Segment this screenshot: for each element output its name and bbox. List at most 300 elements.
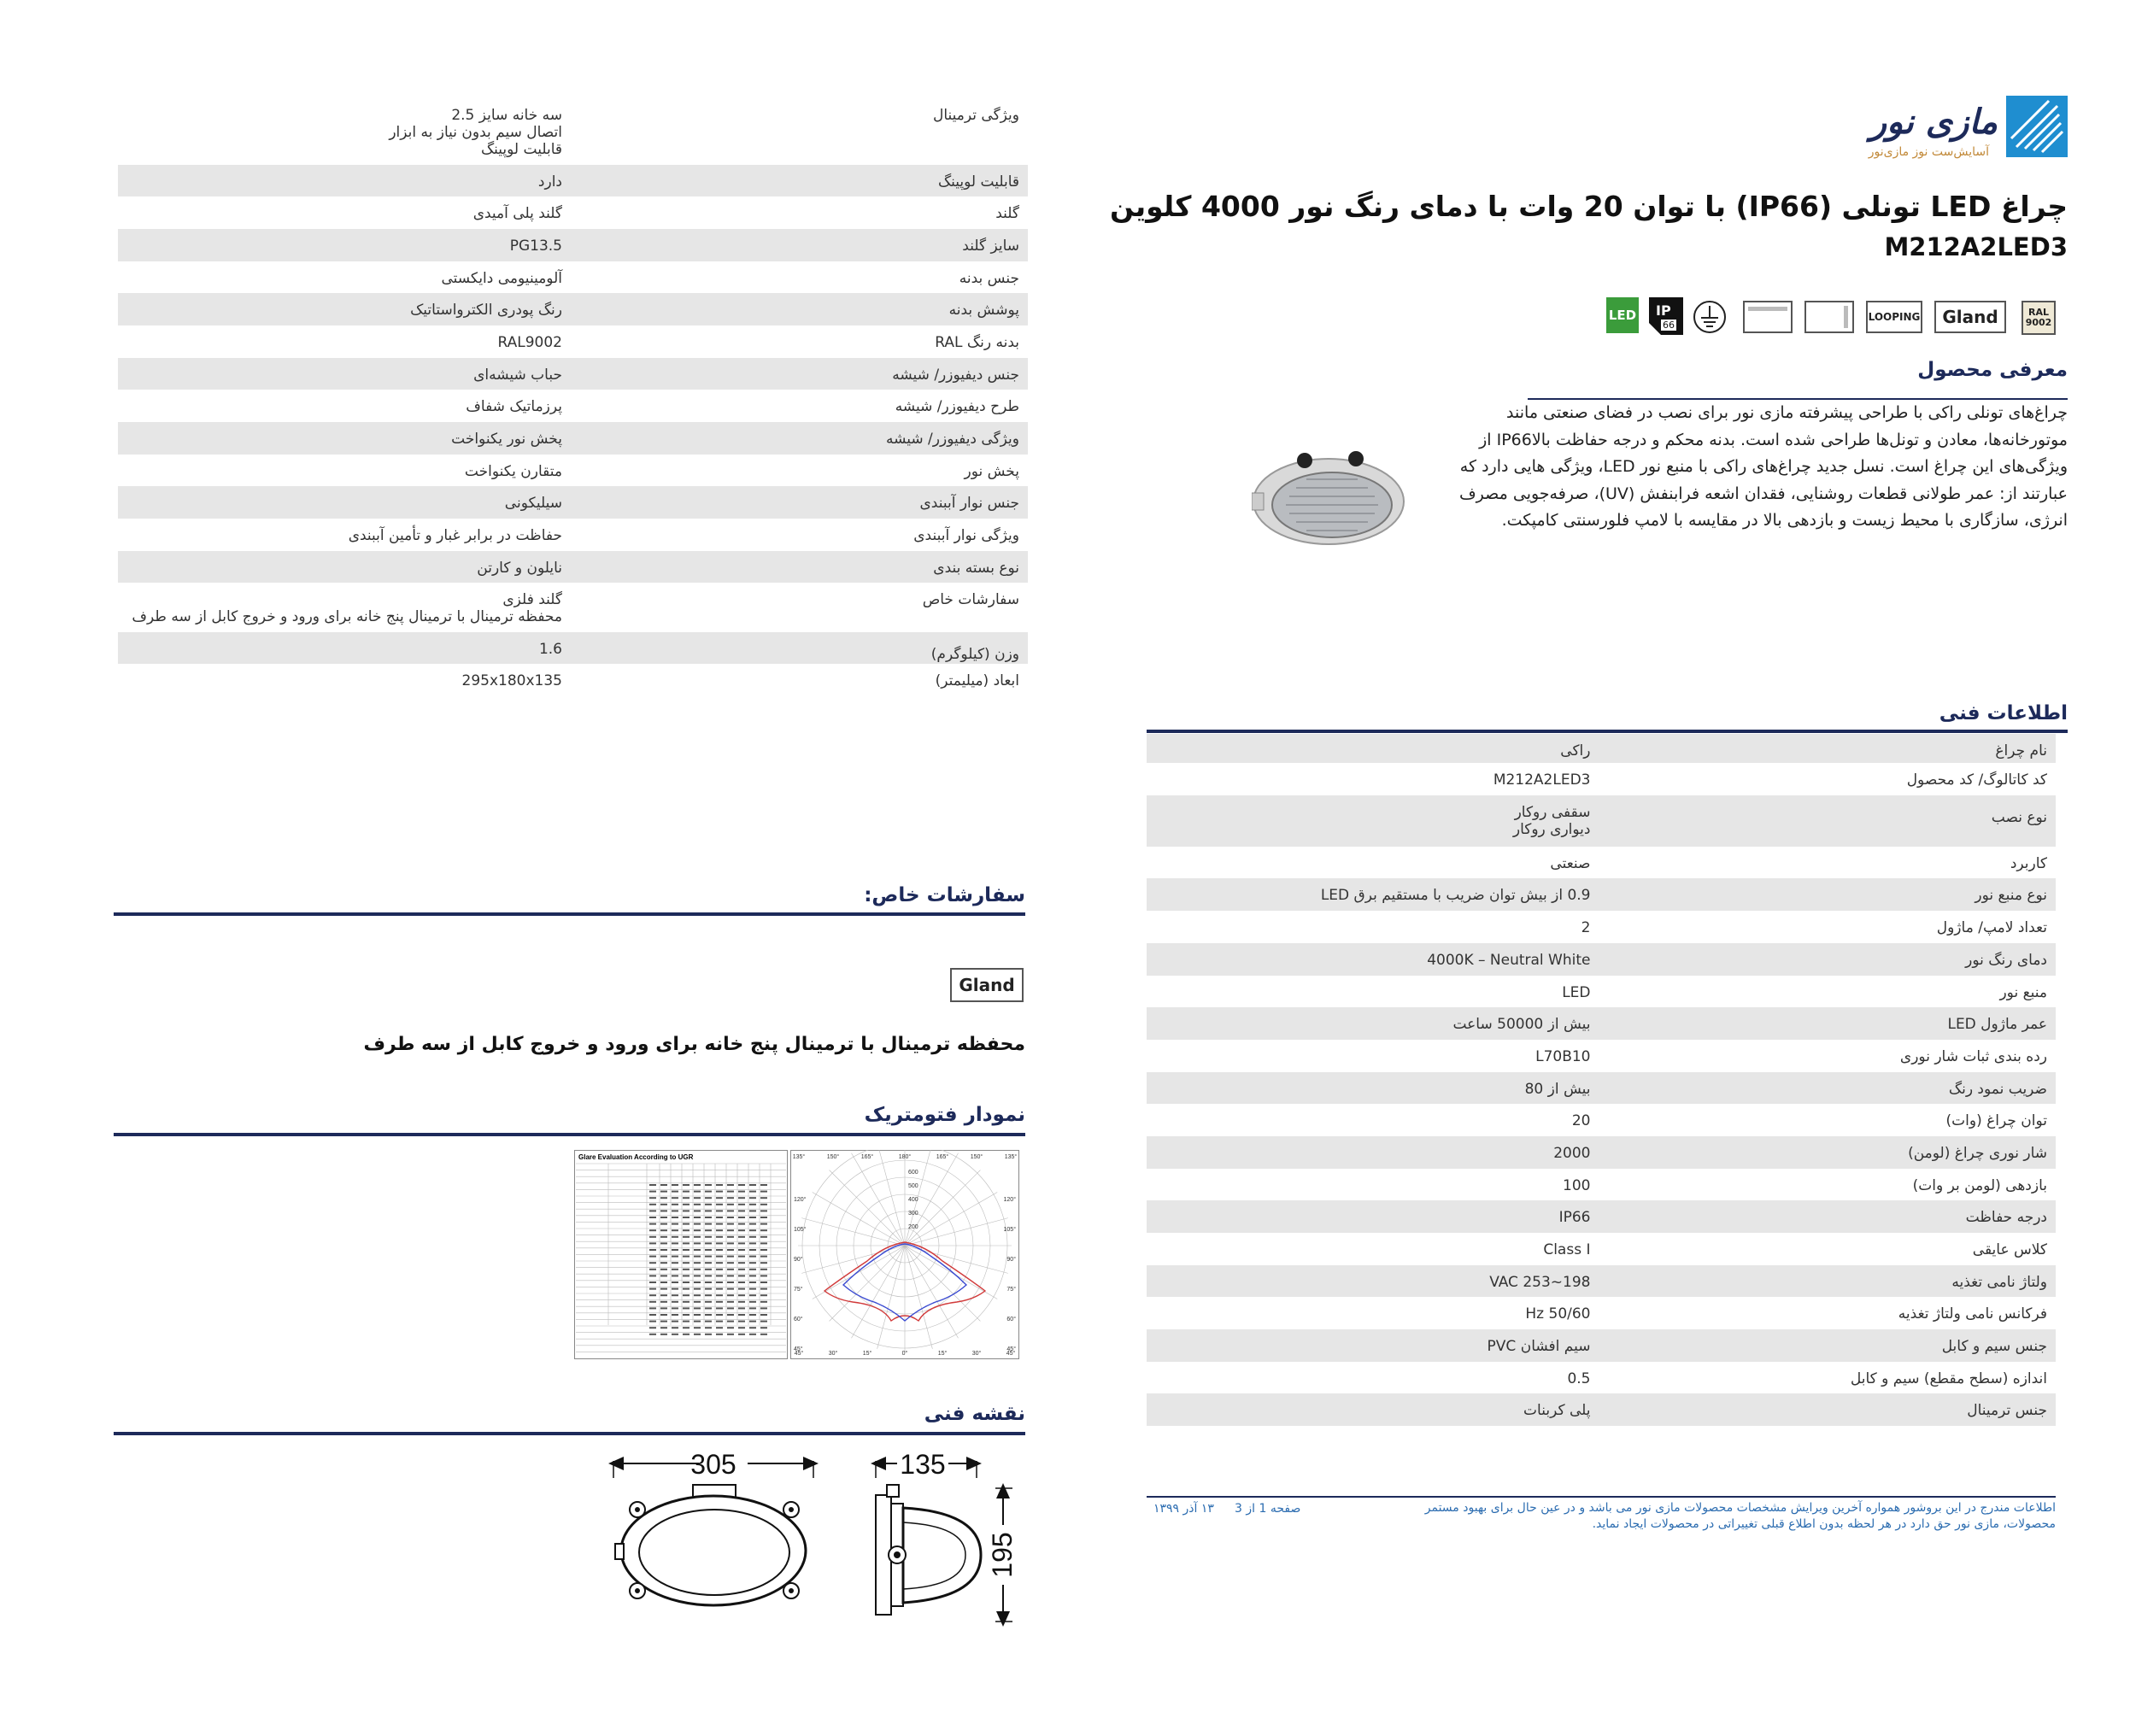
table-row (118, 519, 1028, 551)
product-photo (1252, 449, 1418, 547)
ugr-cell (760, 1236, 767, 1238)
polar-bottom-label: 30° (828, 1351, 838, 1357)
ugr-cell (683, 1321, 690, 1323)
footer-note (1425, 1500, 2056, 1533)
ugr-cell (672, 1269, 678, 1270)
table-row (118, 261, 1028, 293)
ugr-cell (694, 1197, 701, 1199)
ugr-cell (649, 1229, 656, 1231)
ugr-cell (738, 1334, 745, 1335)
ugr-cell (683, 1256, 690, 1258)
table-row (1147, 1200, 2056, 1233)
intro-heading: معرفی محصول (1917, 359, 2068, 381)
ugr-cell (694, 1204, 701, 1205)
ugr-cell (683, 1307, 690, 1309)
ugr-cell (749, 1249, 756, 1251)
ugr-cell (694, 1242, 701, 1244)
ground-symbol-icon (1692, 299, 1728, 335)
table-row (118, 326, 1028, 358)
row-label: عمر ماژول LED (1947, 1016, 2047, 1033)
row-value: صنعتی (1550, 855, 1591, 872)
ugr-cell (727, 1242, 734, 1244)
table-row (118, 98, 1028, 165)
row-label: پوشش بدنه (948, 302, 1019, 319)
ugr-cell (694, 1236, 701, 1238)
footer-note-line2: محصولات، مازی نور حق دارد در هر لحظه بدون اطلاع قبلی تغییراتی در محصولات ایجاد نماید. (1592, 1517, 2056, 1531)
ugr-cell (738, 1197, 745, 1199)
ugr-cell (683, 1275, 690, 1276)
ugr-cell (760, 1334, 767, 1335)
row-value: بیش از 80 (1524, 1081, 1591, 1098)
row-label: کلاس عایقی (1972, 1241, 2047, 1258)
ugr-cell (727, 1184, 734, 1186)
ugr-cell (727, 1262, 734, 1264)
polar-scale-label: 500 (908, 1183, 918, 1189)
ugr-cell (683, 1204, 690, 1205)
ugr-cell (660, 1262, 667, 1264)
polar-scale-label: 300 (908, 1211, 918, 1217)
ugr-cell (738, 1275, 745, 1276)
ugr-cell (727, 1314, 734, 1316)
looping-badge (1866, 301, 1922, 333)
ugr-cell (649, 1327, 656, 1328)
ugr-cell (749, 1327, 756, 1328)
ugr-cell (672, 1262, 678, 1264)
ugr-cell (760, 1197, 767, 1199)
ugr-cell (749, 1256, 756, 1258)
ugr-cell (716, 1301, 723, 1303)
ugr-cell (683, 1327, 690, 1328)
ugr-cell (694, 1210, 701, 1211)
row-label: اندازه (سطح مقطع) سیم و کابل (1850, 1370, 2047, 1387)
ugr-cell (716, 1249, 723, 1251)
ugr-cell (683, 1288, 690, 1290)
row-label: جنس سیم و کابل (1941, 1338, 2047, 1355)
ugr-cell (694, 1217, 701, 1218)
table-row (1147, 1393, 2056, 1426)
ugr-cell (683, 1197, 690, 1199)
table-row (118, 632, 1028, 664)
table-row (118, 229, 1028, 261)
ugr-cell (760, 1242, 767, 1244)
table-row (118, 664, 1028, 696)
row-value: پلی کربنات (1523, 1402, 1591, 1419)
drawing-heading: نقشه فنی (924, 1403, 1025, 1425)
ugr-cell (672, 1256, 678, 1258)
ugr-cell (672, 1281, 678, 1283)
polar-bottom-label: 15° (937, 1351, 948, 1357)
ugr-cell (683, 1217, 690, 1218)
tech-heading: اطلاعات فنی (1939, 702, 2068, 724)
ugr-cell (705, 1197, 712, 1199)
ugr-cell (716, 1242, 723, 1244)
ugr-cell (716, 1269, 723, 1270)
row-value: 2 (1581, 919, 1591, 936)
ugr-cell (672, 1275, 678, 1276)
table-row (118, 422, 1028, 455)
ugr-cell (683, 1334, 690, 1335)
table-row (1147, 763, 2056, 795)
polar-top-label: 150° (970, 1154, 983, 1160)
ugr-cell (738, 1204, 745, 1205)
ugr-cell (649, 1281, 656, 1283)
ugr-cell (727, 1307, 734, 1309)
row-label: جنس ترمینال (1967, 1402, 2047, 1419)
row-value: 198~253 VAC (1489, 1274, 1591, 1291)
photometric-rule (114, 1133, 1025, 1136)
ugr-cell (660, 1294, 667, 1296)
ugr-cell (649, 1314, 656, 1316)
table-row (118, 551, 1028, 583)
polar-top-label: 135° (792, 1154, 806, 1160)
ugr-cell (738, 1210, 745, 1211)
polar-right-label: 45° (1006, 1346, 1016, 1352)
ugr-cell (694, 1275, 701, 1276)
table-row (1147, 795, 2056, 847)
led-badge-icon (1606, 297, 1639, 333)
row-label: نوع منبع نور (1975, 887, 2047, 904)
ugr-cell (649, 1321, 656, 1323)
intro-line: انرژی، سازگاری با محیط زیست و بازدهی بالا در مقایسه با لامپ فلورسنتی کامپکت. (1501, 511, 2068, 530)
table-row (118, 455, 1028, 486)
ugr-cell (672, 1242, 678, 1244)
polar-top-label: 165° (936, 1154, 949, 1160)
ugr-cell (727, 1229, 734, 1231)
ugr-cell (694, 1301, 701, 1303)
ugr-cell (683, 1301, 690, 1303)
table-row (1147, 1265, 2056, 1297)
row-label: جنس دیفیوزر/ شیشه (892, 367, 1019, 384)
gland-badge (1934, 301, 2006, 333)
ugr-cell (738, 1294, 745, 1296)
page-number: صفحه 1 از 3 (1235, 1502, 1301, 1516)
product-code: M212A2LED3 (1884, 232, 2068, 261)
ugr-cell (660, 1210, 667, 1211)
row-label: ویژگی ترمینال (933, 107, 1019, 124)
ugr-cell (760, 1256, 767, 1258)
polar-scale-label: 200 (908, 1224, 918, 1230)
ugr-cell (705, 1307, 712, 1309)
ugr-cell (683, 1294, 690, 1296)
ugr-cell (672, 1294, 678, 1296)
row-label: ولتاژ نامی تغذیه (1951, 1274, 2047, 1291)
ugr-cell (716, 1229, 723, 1231)
ugr-cell (694, 1334, 701, 1335)
ugr-cell (705, 1301, 712, 1303)
ugr-cell (660, 1217, 667, 1218)
ugr-cell (738, 1256, 745, 1258)
ugr-cell (705, 1249, 712, 1251)
ugr-cell (705, 1327, 712, 1328)
polar-bottom-label: 30° (971, 1351, 982, 1357)
ugr-cell (672, 1229, 678, 1231)
drawing-rule (114, 1432, 1025, 1435)
ugr-cell (738, 1307, 745, 1309)
intro-line: چراغ‌های تونلی راکی با طراحی پیشرفته مازی نور برای نصب در فضای صنعتی مانند (1506, 403, 2068, 422)
table-row (1147, 1329, 2056, 1362)
table-row (1147, 1362, 2056, 1393)
ip-badge-num: 66 (1663, 320, 1675, 331)
ugr-cell (705, 1294, 712, 1296)
ugr-cell (683, 1229, 690, 1231)
dim-width: 305 (690, 1449, 736, 1480)
ip-badge-text: IP (1656, 302, 1671, 319)
row-label: دمای رنگ نور (1965, 952, 2047, 969)
ugr-cell (727, 1191, 734, 1193)
ugr-cell (760, 1275, 767, 1276)
ugr-cell (738, 1223, 745, 1225)
ugr-cell (660, 1236, 667, 1238)
ugr-cell (660, 1334, 667, 1335)
ugr-cell (649, 1256, 656, 1258)
row-label: جنس نوار آببندی (919, 495, 1019, 512)
surface-mount-ceiling-icon (1743, 301, 1793, 333)
ugr-cell (716, 1223, 723, 1225)
polar-bottom-label: 45° (1006, 1351, 1016, 1357)
dim-depth: 135 (900, 1449, 946, 1480)
table-row (1147, 1040, 2056, 1072)
row-value: گلند فلزی محفظه ترمینال با ترمینال پنج خانه برای ورود و خروج کابل از سه طرف (132, 591, 562, 625)
ugr-cell (760, 1314, 767, 1316)
ugr-cell (738, 1236, 745, 1238)
special-rule (114, 912, 1025, 916)
ugr-cell (660, 1327, 667, 1328)
ugr-cell (649, 1275, 656, 1276)
ugr-cell (660, 1249, 667, 1251)
row-label: وزن (کیلوگرم) (930, 646, 1019, 663)
ugr-cell (727, 1223, 734, 1225)
ugr-cell (716, 1288, 723, 1290)
row-value: 0.9 از بیش توان ضریب با مستقیم برق LED (1320, 887, 1591, 904)
ugr-cell (738, 1191, 745, 1193)
row-label: جنس بدنه (959, 270, 1019, 287)
ugr-cell (683, 1236, 690, 1238)
table-row (1147, 847, 2056, 878)
ugr-cell (705, 1204, 712, 1205)
ugr-cell (716, 1307, 723, 1309)
ugr-cell (727, 1204, 734, 1205)
row-label: گلند (995, 205, 1019, 222)
intro-text (1458, 400, 2068, 535)
ugr-cell (660, 1242, 667, 1244)
row-value: RAL9002 (497, 334, 562, 351)
technical-drawing (598, 1444, 1025, 1640)
ugr-cell (705, 1269, 712, 1270)
gland-option-label: Gland (959, 975, 1015, 995)
row-label: درجه حفاظت (1965, 1209, 2047, 1226)
ugr-cell (649, 1307, 656, 1309)
row-value: 20 (1571, 1112, 1591, 1129)
row-value: دارد (537, 173, 562, 191)
ugr-cell (694, 1307, 701, 1309)
ugr-cell (716, 1204, 723, 1205)
ugr-cell (705, 1191, 712, 1193)
ugr-cell (716, 1281, 723, 1283)
row-value: 4000K – Neutral White (1427, 952, 1591, 969)
ugr-cell (738, 1262, 745, 1264)
ugr-table (574, 1150, 788, 1359)
ugr-cell (694, 1327, 701, 1328)
row-value: نایلون و کارتن (477, 560, 562, 577)
ugr-cell (683, 1249, 690, 1251)
row-value: M212A2LED3 (1493, 771, 1591, 789)
row-label: نوع بسته بندی (933, 560, 1019, 577)
ugr-cell (716, 1184, 723, 1186)
ugr-cell (738, 1327, 745, 1328)
ugr-cell (649, 1191, 656, 1193)
ugr-cell (760, 1307, 767, 1309)
row-value: آلومینیومی دایکستی (441, 270, 562, 287)
ugr-cell (649, 1301, 656, 1303)
polar-left-label: 90° (794, 1257, 803, 1263)
polar-left-label: 75° (794, 1287, 803, 1293)
ugr-cell (683, 1191, 690, 1193)
ugr-cell (672, 1327, 678, 1328)
ugr-cell (705, 1242, 712, 1244)
row-label: شار نوری چراغ (لومن) (1908, 1145, 2047, 1162)
brand-logo (1820, 96, 2068, 164)
row-value: حفاظت در برابر غبار و تأمین آببندی (348, 527, 562, 544)
ugr-cell (660, 1197, 667, 1199)
ugr-cell (649, 1223, 656, 1225)
gland-option-badge (950, 968, 1024, 1002)
ugr-cell (760, 1281, 767, 1283)
ugr-cell (716, 1294, 723, 1296)
polar-scale-label: 600 (908, 1170, 918, 1176)
row-value: راکی (1560, 742, 1591, 760)
ugr-cell (672, 1314, 678, 1316)
ugr-cell (749, 1321, 756, 1323)
polar-bottom-label: 15° (862, 1351, 872, 1357)
ugr-cell (738, 1249, 745, 1251)
row-value: گلند پلی آمیدی (472, 205, 562, 222)
ugr-cell (727, 1334, 734, 1335)
ugr-cell (672, 1301, 678, 1303)
polar-diagram (790, 1150, 1019, 1359)
ugr-cell (749, 1269, 756, 1270)
ugr-cell (749, 1307, 756, 1309)
ugr-cell (749, 1210, 756, 1211)
ugr-cell (705, 1288, 712, 1290)
ugr-cell (660, 1269, 667, 1270)
ral-badge-line1: RAL (2028, 307, 2049, 318)
ugr-cell (749, 1275, 756, 1276)
ugr-cell (672, 1223, 678, 1225)
row-label: پخش نور (964, 463, 1019, 480)
ugr-cell (749, 1334, 756, 1335)
ugr-cell (738, 1314, 745, 1316)
row-label: ابعاد (میلیمتر) (935, 672, 1019, 689)
ugr-cell (660, 1191, 667, 1193)
polar-bottom-label: 45° (794, 1351, 804, 1357)
row-value: سقفی روکار دیواری روکار (1512, 804, 1591, 838)
polar-top-label: 135° (1004, 1154, 1018, 1160)
ugr-cell (716, 1191, 723, 1193)
ugr-cell (694, 1288, 701, 1290)
dim-height: 195 (987, 1532, 1018, 1578)
ugr-cell (738, 1184, 745, 1186)
row-value: 2000 (1553, 1145, 1591, 1162)
row-label: سفارشات خاص (922, 591, 1019, 608)
ral-badge (2022, 301, 2056, 335)
ugr-cell (727, 1210, 734, 1211)
ugr-cell (749, 1191, 756, 1193)
row-value: Class I (1543, 1241, 1591, 1258)
row-label: قابلیت لوپینگ (937, 173, 1019, 191)
ugr-cell (694, 1262, 701, 1264)
ugr-cell (749, 1288, 756, 1290)
row-value: L70B10 (1535, 1048, 1591, 1065)
row-label: فرکانس نامی ولتاژ تغذیه (1898, 1305, 2047, 1323)
row-value: 1.6 (538, 641, 562, 658)
ugr-cell (738, 1288, 745, 1290)
ugr-cell (749, 1229, 756, 1231)
material-spec-table (118, 98, 1028, 696)
ugr-cell (649, 1249, 656, 1251)
ugr-cell (749, 1223, 756, 1225)
table-row (1147, 943, 2056, 976)
ugr-cell (760, 1249, 767, 1251)
ugr-cell (749, 1262, 756, 1264)
ugr-cell (727, 1197, 734, 1199)
ugr-cell (749, 1242, 756, 1244)
ugr-cell (649, 1288, 656, 1290)
ugr-cell (694, 1269, 701, 1270)
ugr-cell (683, 1314, 690, 1316)
ugr-cell (683, 1223, 690, 1225)
ugr-cell (716, 1314, 723, 1316)
ugr-cell (760, 1294, 767, 1296)
ugr-cell (694, 1294, 701, 1296)
ugr-cell (705, 1334, 712, 1335)
ugr-cell (760, 1301, 767, 1303)
ugr-cell (649, 1184, 656, 1186)
ugr-cell (660, 1223, 667, 1225)
polar-scale-label: 400 (908, 1197, 918, 1203)
table-row (1147, 1169, 2056, 1200)
ugr-cell (760, 1204, 767, 1205)
row-label: تعداد لامپ/ ماژول (1936, 919, 2047, 936)
ugr-cell (660, 1307, 667, 1309)
ugr-cell (660, 1288, 667, 1290)
polar-right-label: 90° (1006, 1257, 1016, 1263)
ugr-cell (683, 1242, 690, 1244)
row-label: منبع نور (1999, 984, 2047, 1001)
table-row (1147, 911, 2056, 943)
row-value: 100 (1563, 1177, 1591, 1194)
row-label: رده بندی ثبات شار نوری (1899, 1048, 2047, 1065)
ugr-cell (705, 1275, 712, 1276)
ugr-cell (705, 1321, 712, 1323)
looping-badge-label: LOOPING (1868, 311, 1921, 323)
footer-rule (1147, 1496, 2056, 1498)
polar-right-label: 120° (1003, 1197, 1016, 1203)
ugr-cell (716, 1334, 723, 1335)
row-label: کاربرد (2010, 855, 2047, 872)
row-value: سیلیکونی (504, 495, 562, 512)
ugr-cell (672, 1191, 678, 1193)
ugr-cell (760, 1288, 767, 1290)
ugr-cell (694, 1223, 701, 1225)
ugr-cell (760, 1321, 767, 1323)
ugr-cell (705, 1262, 712, 1264)
ugr-cell (705, 1184, 712, 1186)
ugr-cell (649, 1204, 656, 1205)
ugr-cell (727, 1256, 734, 1258)
polar-left-label: 105° (794, 1227, 807, 1233)
polar-right-label: 75° (1006, 1287, 1016, 1293)
ugr-cell (727, 1236, 734, 1238)
